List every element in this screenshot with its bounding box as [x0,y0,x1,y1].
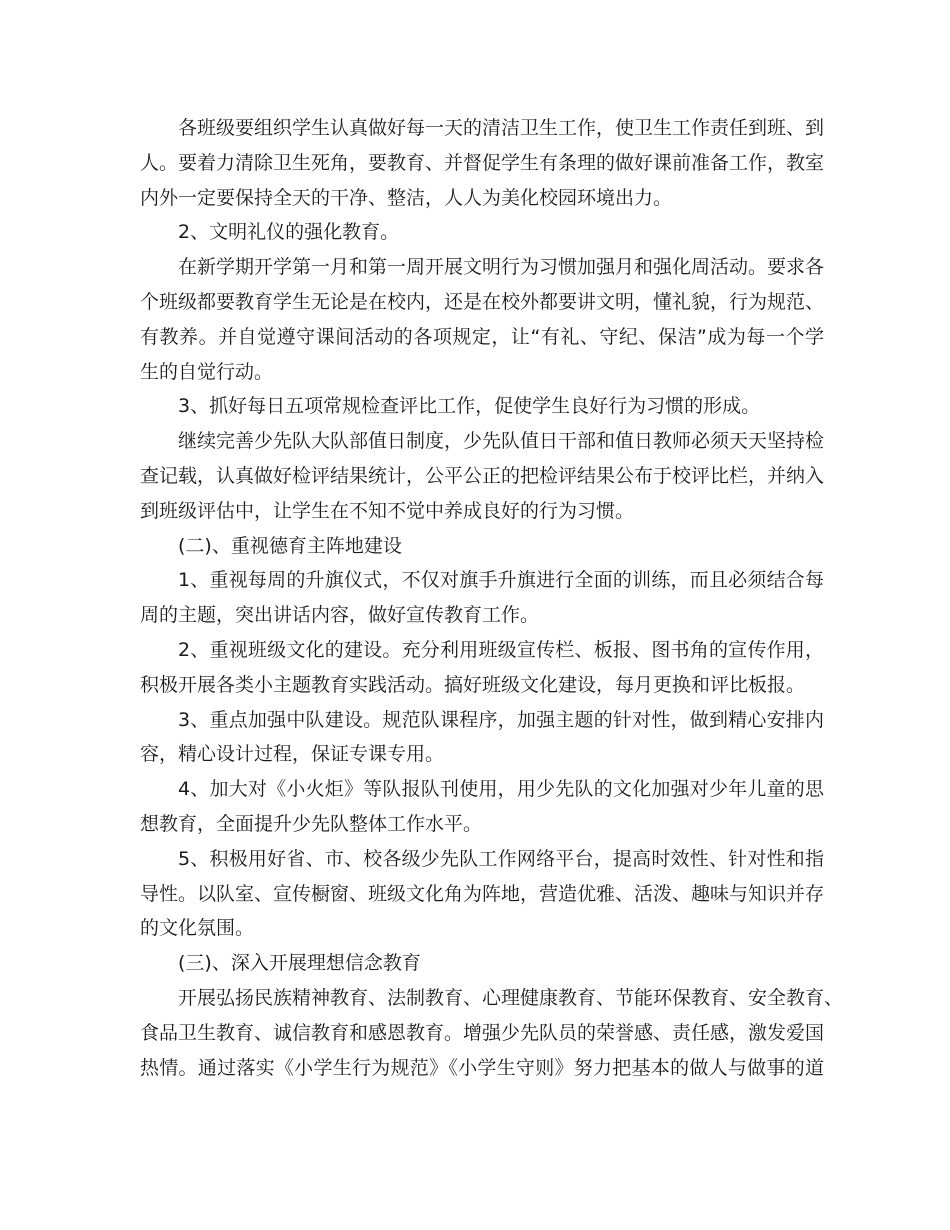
section-heading [140,215,824,250]
text-line: 食品卫生教育、诚信教育和感恩教育。增强少先队员的荣誉感、责任感，激发爱国 [140,1021,825,1044]
section-heading [140,389,824,424]
text-line: 容，精心设计过程，保证专课专用。 [140,743,445,766]
text-line: 生的自觉行动。 [140,360,274,383]
text-line: 想教育，全面提升少先队整体工作水平。 [140,812,483,835]
paragraph [140,563,824,633]
section-heading [140,946,824,981]
text-line: 人。要着力清除卫生死角，要教育、并督促学生有条理的做好课前准备工作，教室 [140,151,825,174]
text-line: 4、加大对《小火炬》等队报队刊使用，用少先队的文化加强对少年儿童的思 [178,778,824,801]
paragraph [140,424,824,528]
section-heading [140,529,824,564]
document-page [140,111,844,1085]
text-line: 个班级都要教育学生无论是在校内，还是在校外都要讲文明，懂礼貌，行为规范、 [140,290,825,313]
text-line: 有教养。并自觉遵守课间活动的各项规定，让“有礼、守纪、保洁”成为每一个学 [140,325,824,348]
text-line: 导性。以队室、宣传橱窗、班级文化角为阵地，营造优雅、活泼、趣味与知识并存 [140,882,825,905]
text-line: 2、重视班级文化的建设。充分利用班级宣传栏、板报、图书角的宣传作用， [178,638,824,661]
text-line: 在新学期开学第一月和第一周开展文明行为习惯加强月和强化周活动。要求各 [178,256,825,279]
text-line: 热情。通过落实《小学生行为规范》《小学生守则》努力把基本的做人与做事的道 [140,1056,824,1079]
text-line: 的文化氛围。 [140,917,255,940]
text-line: 查记载，认真做好检评结果统计，公平公正的把检评结果公布于校评比栏，并纳入 [140,464,825,487]
text-line: 3、抓好每日五项常规检查评比工作，促使学生良好行为习惯的形成。 [178,395,761,418]
text-line: 1、重视每周的升旗仪式，不仅对旗手升旗进行全面的训练，而且必须结合每 [178,569,824,592]
paragraph [140,633,824,703]
text-line: 2、文明礼仪的强化教育。 [178,221,400,244]
paragraph [140,250,824,389]
paragraph [140,703,824,773]
text-line: 5、积极用好省、市、校各级少先队工作网络平台，提高时效性、针对性和指 [178,847,824,870]
paragraph [140,842,824,946]
text-line: (三)、深入开展理想信念教育 [178,952,421,975]
text-line: 各班级要组织学生认真做好每一天的清洁卫生工作，使卫生工作责任到班、到 [178,117,825,139]
paragraph [140,981,844,1085]
text-line: 内外一定要保持全天的干净、整洁，人人为美化校园环境出力。 [140,186,673,209]
paragraph [140,111,824,215]
text-line: 周的主题，突出讲话内容，做好宣传教育工作。 [140,604,540,627]
text-line: 继续完善少先队大队部值日制度，少先队值日干部和值日教师必须天天坚持检 [178,430,825,453]
text-line: 3、重点加强中队建设。规范队课程序，加强主题的针对性，做到精心安排内 [178,708,824,731]
text-line: (二)、重视德育主阵地建设 [178,534,402,557]
paragraph [140,772,824,842]
text-line: 到班级评估中，让学生在不知不觉中养成良好的行为习惯。 [140,499,635,522]
text-line: 积极开展各类小主题教育实践活动。搞好班级文化建设，每月更换和评比板报。 [140,673,806,696]
text-line: 开展弘扬民族精神教育、法制教育、心理健康教育、节能环保教育、安全教育、 [178,986,844,1009]
